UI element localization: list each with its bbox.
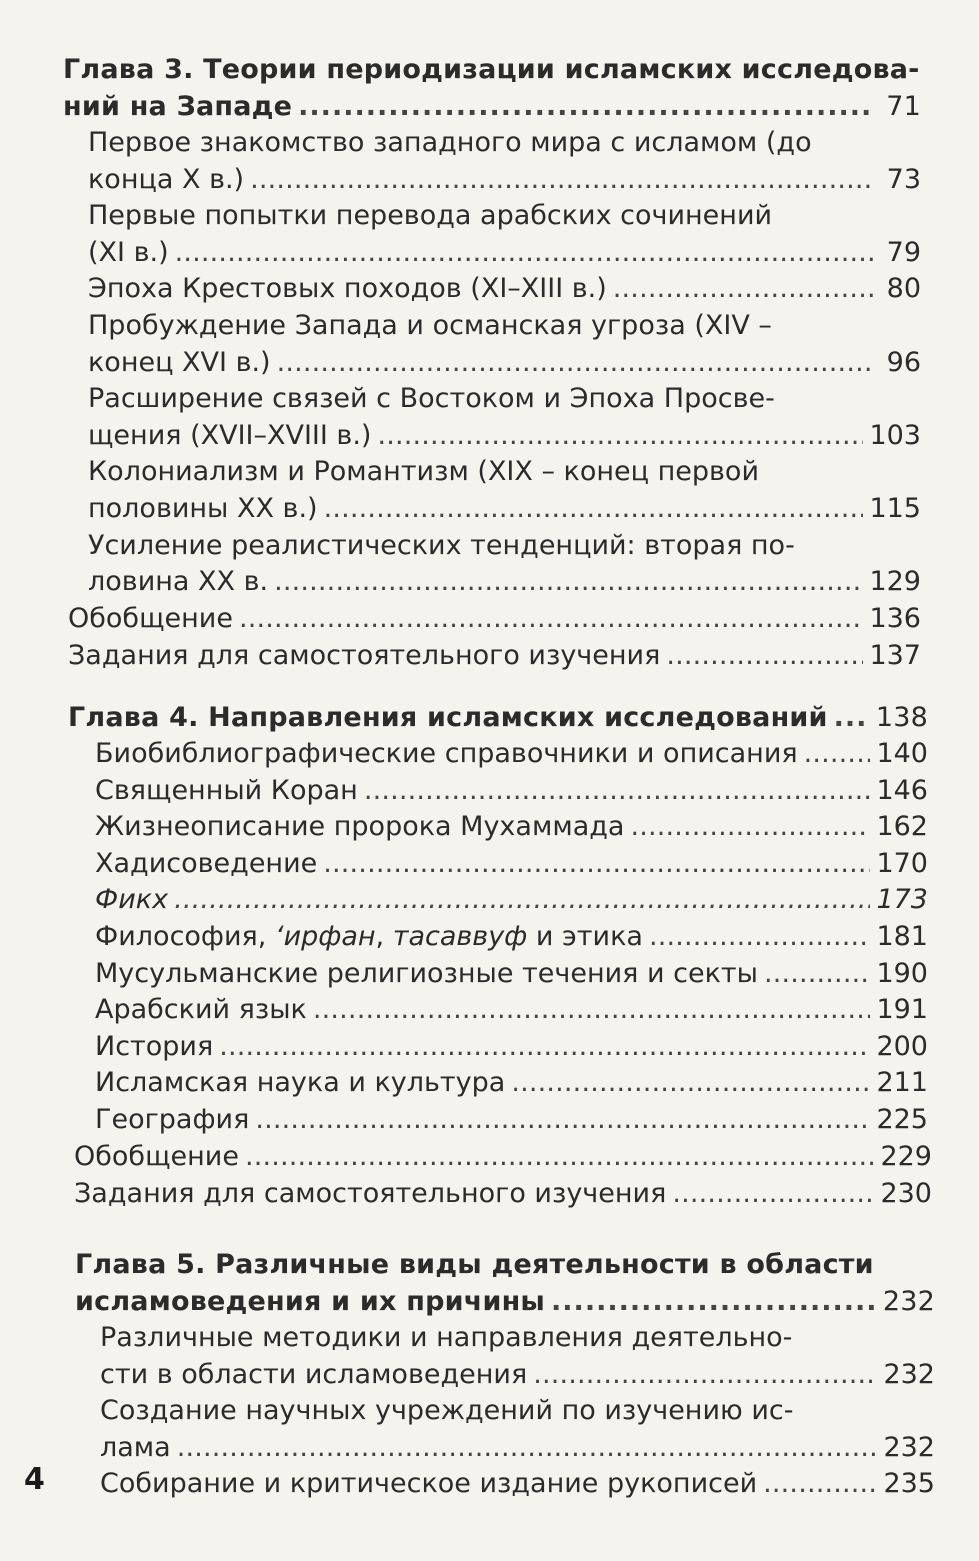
toc-entry (95, 956, 928, 993)
leader-dots (649, 919, 871, 956)
toc-entry-page: 103 (869, 419, 921, 451)
chapter-4-page: 138 (875, 702, 928, 733)
leader-dots (245, 1139, 875, 1176)
leader-dots (763, 1466, 877, 1503)
toc-entry (100, 1357, 935, 1394)
leader-dots (511, 1065, 870, 1102)
toc-entry (95, 1065, 928, 1102)
leader-dots (255, 1102, 870, 1139)
leader-dots (239, 601, 864, 638)
toc-entry-label: Мусульманские религиозные течения и секты (95, 957, 758, 989)
summary-label: Обобщение (68, 603, 233, 634)
toc-entry-label: ловина XX в. (88, 566, 269, 598)
toc-entry (88, 564, 921, 601)
toc-entry (88, 235, 921, 272)
toc-entry (68, 601, 921, 638)
leader-dots (672, 1176, 874, 1213)
leader-dots (764, 956, 871, 993)
chapter-5-heading (75, 1247, 935, 1320)
toc-entry-page: 232 (883, 1358, 935, 1390)
leader-dots (323, 846, 870, 883)
chapter-5-sections (100, 1320, 935, 1503)
chapter-5-page: 232 (882, 1285, 935, 1317)
leader-dots (313, 992, 871, 1029)
toc-entry (95, 992, 928, 1029)
tasks-label: Задания для самостоятельного изучения (68, 639, 661, 671)
toc-entry-page: 225 (876, 1103, 928, 1135)
toc-entry-label: Усиление реалистических тенденций: вторая по- (88, 529, 795, 561)
toc-entry (88, 162, 921, 199)
leader-dots (630, 809, 870, 846)
toc-entry (74, 1176, 932, 1213)
chapter-3-sections (88, 125, 921, 601)
summary-label: Обобщение (74, 1141, 239, 1172)
toc-entry-page: 173 (876, 884, 928, 916)
toc-entry (88, 345, 921, 382)
toc-entry-page: 162 (876, 811, 928, 843)
toc-entry (100, 1430, 935, 1467)
toc-entry (88, 308, 921, 345)
leader-dots (834, 700, 870, 737)
tasks-page: 137 (869, 639, 921, 671)
summary-page: 229 (880, 1141, 932, 1172)
toc-entry-page: 146 (876, 774, 928, 806)
leader-dots (219, 1029, 870, 1066)
toc-entry (95, 919, 928, 956)
toc-entry (95, 773, 928, 810)
tasks-page: 230 (880, 1177, 932, 1209)
toc-entry-label: Эпоха Крестовых походов (XI–XIII в.) (88, 273, 607, 305)
toc-entry (88, 528, 921, 565)
chapter-3-title-line2: ний на Западе (63, 90, 293, 122)
toc-entry-label: лама (100, 1431, 171, 1463)
toc-entry (88, 381, 921, 418)
toc-entry (95, 1102, 928, 1139)
toc-entry-label: Создание научных учреждений по изучению ис- (100, 1395, 794, 1427)
toc-entry-label: Хадисоведение (95, 847, 318, 879)
toc-entry-label: Собирание и критическое издание рукописей (100, 1468, 758, 1500)
toc-entry (100, 1320, 935, 1357)
toc-entry (95, 809, 928, 846)
toc-entry-label: География (95, 1103, 250, 1135)
toc-entry (88, 491, 921, 528)
toc-entry (68, 638, 921, 675)
toc-entry-label: Первое знакомство западного мира с исламом (до (88, 127, 812, 158)
chapter-4-sections (95, 736, 928, 1139)
toc-entry-page: 211 (876, 1067, 928, 1099)
toc-entry (88, 271, 921, 308)
toc-entry-label: конца X в.) (88, 163, 245, 195)
chapter-3-closing (68, 601, 921, 674)
toc-entry-label: Биобиблиографические справочники и описания (95, 738, 798, 769)
chapter-4-closing (74, 1139, 932, 1212)
toc-entry-label: щения (XVII–XVIII в.) (88, 419, 372, 451)
toc-entry (88, 454, 921, 491)
toc-entry (88, 198, 921, 235)
toc-entry (100, 1466, 935, 1503)
leader-dots (804, 736, 871, 773)
toc-entry-page: 96 (886, 346, 921, 378)
toc-entry (95, 846, 928, 883)
toc-entry-label: Расширение связей с Востоком и Эпоха Просве- (88, 383, 775, 415)
toc-entry-page: 140 (876, 738, 928, 769)
chapter-3-page: 71 (886, 90, 921, 122)
toc-entry-label: Колониализм и Романтизм (XIX – конец первой (88, 456, 759, 488)
toc-entry-label: История (95, 1030, 214, 1062)
toc-entry (88, 418, 921, 455)
tasks-label: Задания для самостоятельного изучения (74, 1177, 667, 1209)
toc-entry (88, 125, 921, 162)
toc-entry-label: Пробуждение Запада и османская угроза (XIV – (88, 309, 772, 341)
chapter-5-title-line2: исламоведения и их причины (75, 1285, 546, 1317)
toc-entry-label: Фикх (95, 884, 169, 916)
chapter-4-heading (68, 700, 928, 737)
toc-entry-label: Философия, ʻирфан, тасаввуф и этика (95, 920, 643, 952)
leader-dots (613, 271, 875, 308)
leader-dots (551, 1284, 877, 1321)
toc-entry-page: 129 (869, 566, 921, 598)
toc-entry (100, 1393, 935, 1430)
toc-entry-page: 73 (886, 163, 921, 195)
toc-entry-label: Исламская наука и культура (95, 1067, 506, 1099)
toc-entry-page: 79 (886, 236, 921, 268)
toc-entry-label: (XI в.) (88, 236, 169, 268)
toc-entry-label: Арабский язык (95, 994, 307, 1026)
toc-entry (95, 736, 928, 773)
toc-entry-label: сти в области исламоведения (100, 1358, 528, 1390)
summary-page: 136 (869, 603, 921, 634)
leader-dots (174, 882, 870, 919)
toc-entry (74, 1139, 932, 1176)
toc-entry-page: 200 (876, 1030, 928, 1062)
toc-entry-label: конец XVI в.) (88, 346, 271, 378)
toc-entry-label: Различные методики и направления деятельно- (100, 1322, 793, 1353)
chapter-4-title: Глава 4. Направления исламских исследований (68, 702, 828, 733)
chapter-3-title-line1: Глава 3. Теории периодизации исламских исследова- (63, 54, 920, 85)
toc-entry-label: Первые попытки перевода арабских сочинений (88, 200, 773, 232)
toc-entry-page: 115 (869, 492, 921, 524)
chapter-5-title-line1: Глава 5. Различные виды деятельности в области (75, 1249, 874, 1280)
leader-dots (274, 564, 863, 601)
toc-entry-page: 170 (876, 847, 928, 879)
toc-entry-page: 232 (883, 1431, 935, 1463)
leader-dots (666, 638, 863, 675)
toc-entry (95, 882, 928, 919)
leader-dots (250, 162, 875, 199)
chapter-3-heading (63, 52, 921, 125)
leader-dots (277, 345, 875, 382)
leader-dots (377, 418, 863, 455)
toc-entry-label: половины XX в.) (88, 492, 318, 524)
toc-entry-page: 235 (883, 1468, 935, 1500)
leader-dots (364, 773, 871, 810)
toc-entry-page: 181 (876, 920, 928, 952)
toc-entry-label: Священный Коран (95, 774, 358, 806)
leader-dots (298, 89, 875, 126)
leader-dots (177, 1430, 878, 1467)
leader-dots (324, 491, 864, 528)
toc-entry-page: 80 (886, 273, 921, 305)
toc-entry-label: Жизнеописание пророка Мухаммада (95, 811, 625, 843)
toc-entry-page: 191 (876, 994, 928, 1026)
page-number: 4 (24, 1462, 45, 1497)
leader-dots (175, 235, 875, 272)
leader-dots (533, 1357, 877, 1394)
toc-entry (95, 1029, 928, 1066)
toc-entry-page: 190 (876, 957, 928, 989)
